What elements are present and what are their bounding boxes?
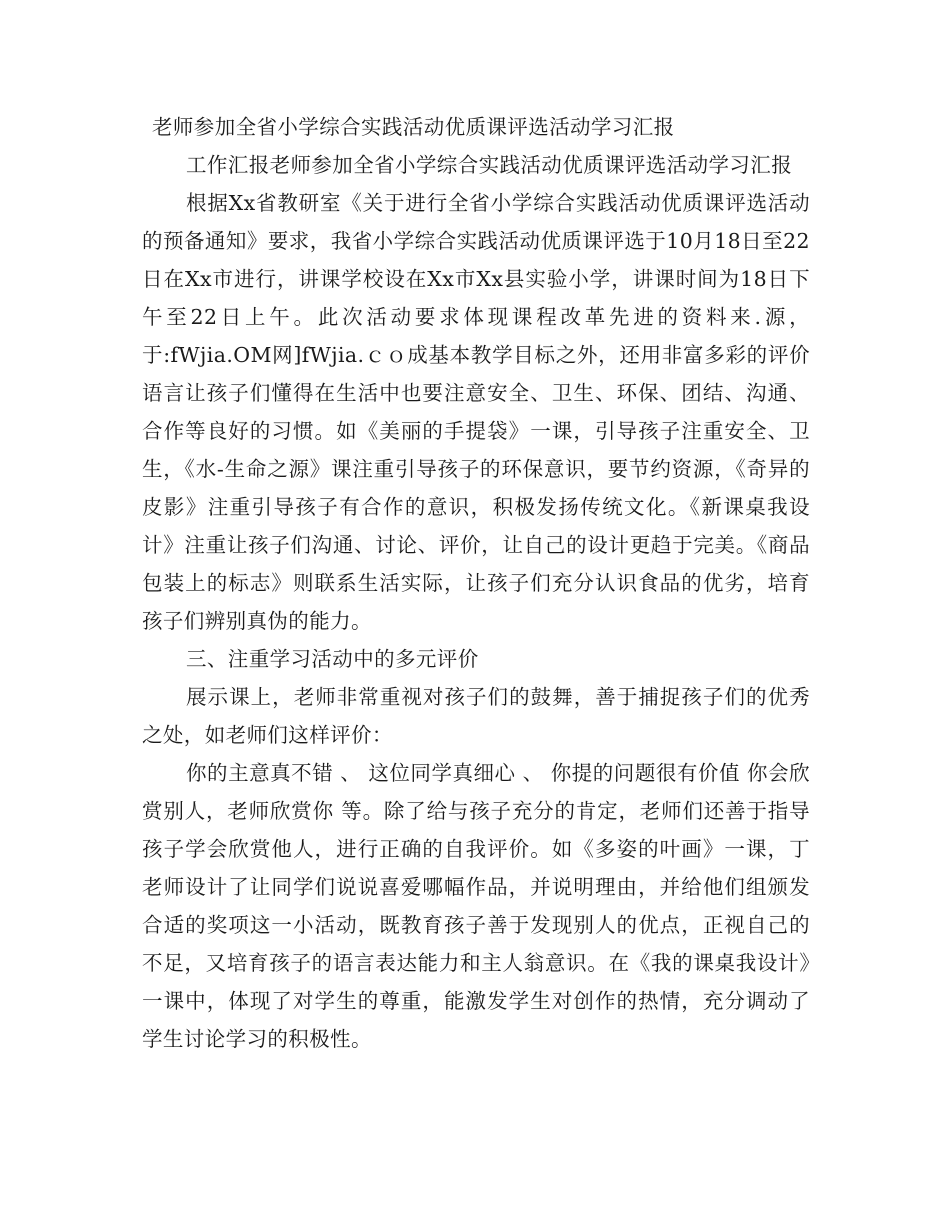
- paragraph-intro: 根据Xx省教研室《关于进行全省小学综合实践活动优质课评选活动的预备通知》要求，我省小学综合实践活动优质课评选于10月18日至22日在Xx市进行，讲课学校设在Xx市Xx县实验小学，讲课时间为18日下午至22日上午。此次活动要求体现课程改革先进的资料来.源，于:fWjia.OM网]fWjia.ｃｏ成基本教学目标之外，还用非富多彩的评价语言让孩子们懂得在生活中也要注意安全、卫生、环保、团结、沟通、合作等良好的习惯。如《美丽的手提袋》一课，引导孩子注重安全、卫生，《水-生命之源》课注重引导孩子的环保意识，要节约资源，《奇异的皮影》注重引导孩子有合作的意识，积极发扬传统文化。《新课桌我设计》注重让孩子们沟通、讨论、评价，让自己的设计更趋于完美。《商品包装上的标志》则联系生活实际，让孩子们充分认识食品的优劣，培育孩子们辨别真伪的能力。: [142, 191, 810, 633]
- paragraph-examples: 你的主意真不错 、 这位同学真细心 、 你提的问题很有价值 你会欣赏别人，老师欣赏你 等。除了给与孩子充分的肯定，老师们还善于指导孩子学会欣赏他人，进行正确的自我评价。如《多姿的叶画》一课，丁老师设计了让同学们说说喜爱哪幅作品，并说明理由，并给他们组颁发合适的奖项这一小活动，既教育孩子善于发现别人的优点，正视自己的不足，又培育孩子的语言表达能力和主人翁意识。在《我的课桌我设计》一课中，体现了对学生的尊重，能激发学生对创作的热情，充分调动了学生讨论学习的积极性。: [142, 761, 810, 1051]
- document-body: [142, 108, 810, 1058]
- document-title: 老师参加全省小学综合实践活动优质课评选活动学习汇报: [152, 115, 675, 139]
- section-heading: 三、注重学习活动中的多元评价: [186, 647, 479, 671]
- paragraph-evaluation: 展示课上，老师非常重视对孩子们的鼓舞，善于捕捉孩子们的优秀之处，如老师们这样评价：: [142, 685, 810, 747]
- paragraph-heading: 工作汇报老师参加全省小学综合实践活动优质课评选活动学习汇报: [186, 153, 793, 177]
